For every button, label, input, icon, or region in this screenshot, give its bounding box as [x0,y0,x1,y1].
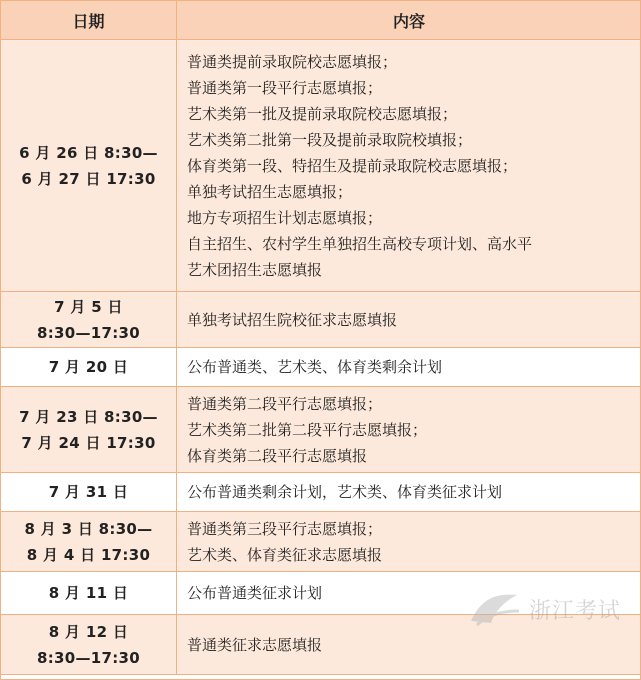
date-cell [1,292,177,348]
date-line: 7 月 5 日 [54,297,123,316]
header-row [1,1,641,40]
content-line: 艺术类第二批第一段及提前录取院校填报； [187,130,473,149]
content-line: 自主招生、农村学生单独招生高校专项计划、高水平 [187,234,533,253]
date-line: 7 月 31 日 [48,483,129,501]
date-line: 8:30—17:30 [36,323,141,342]
header-date: 日期 [1,1,177,40]
content-cell [177,473,641,512]
content-line: 普通类第一段平行志愿填报； [187,78,383,97]
content-cell [177,512,641,572]
content-cell [177,292,641,348]
header-content: 内容 [177,1,641,40]
date-line: 8 月 11 日 [48,584,129,602]
date-cell [1,572,177,615]
date-cell [1,40,177,292]
date-line: 8:30—17:30 [36,648,141,667]
content-cell [177,387,641,473]
content-line: 艺术类、体育类征求志愿填报 [187,545,383,564]
content-line: 艺术类第一批及提前录取院校志愿填报； [187,104,458,123]
content-line: 体育类第一段、特招生及提前录取院校志愿填报； [187,156,518,175]
content-line: 地方专项招生计划志愿填报； [187,208,383,227]
table-row [1,292,641,348]
table-row [1,348,641,387]
date-line: 8 月 12 日 [48,622,129,641]
content-line: 艺术类第二批第二段平行志愿填报； [187,420,428,439]
date-line: 6 月 26 日 8:30— [19,143,158,162]
content-line: 单独考试招生志愿填报； [187,182,353,201]
content-line: 普通类提前录取院校志愿填报； [187,52,398,71]
content-line: 公布普通类、艺术类、体育类剩余计划 [187,358,443,376]
watermark-logo-icon [465,589,523,629]
content-line: 体育类第二段平行志愿填报 [187,446,368,465]
content-cell [177,348,641,387]
date-line: 7 月 23 日 8:30— [19,407,158,426]
date-line: 8 月 4 日 17:30 [26,545,151,564]
table-row [1,512,641,572]
content-line: 单独考试招生院校征求志愿填报 [187,310,398,329]
table-row [1,473,641,512]
date-line: 7 月 24 日 17:30 [21,433,156,452]
content-line: 公布普通类征求计划 [187,584,323,602]
date-cell [1,348,177,387]
date-cell [1,512,177,572]
date-line: 7 月 20 日 [48,358,129,376]
date-cell [1,473,177,512]
table-row [1,387,641,473]
date-line: 8 月 3 日 8:30— [24,519,153,538]
table-row [1,40,641,292]
content-line: 普通类第三段平行志愿填报； [187,519,383,538]
date-line: 6 月 27 日 17:30 [21,169,156,188]
watermark-text: 浙江考试 [529,598,622,624]
content-line: 公布普通类剩余计划，艺术类、体育类征求计划 [187,483,503,501]
content-line: 普通类征求志愿填报 [187,635,323,654]
date-cell [1,387,177,473]
date-cell [1,615,177,675]
content-cell [177,40,641,292]
content-line: 艺术团招生志愿填报 [187,260,323,279]
watermark [465,586,635,632]
content-line: 普通类第二段平行志愿填报； [187,394,383,413]
